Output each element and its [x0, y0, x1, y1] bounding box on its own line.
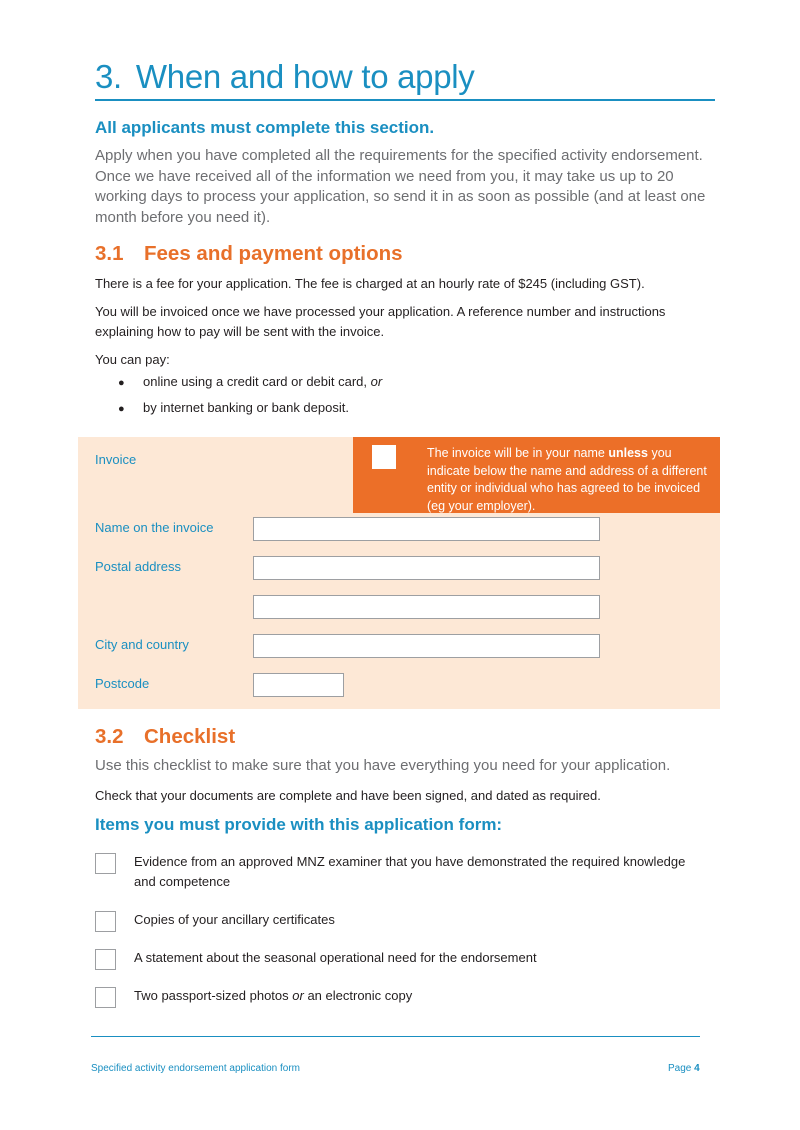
checklist-item-photos — [95, 986, 715, 1008]
page-label: Page — [668, 1063, 692, 1074]
checkbox[interactable] — [95, 853, 116, 874]
bullet-icon: ● — [118, 377, 125, 389]
bullet-1-text: online using a credit card or debit card, — [143, 374, 368, 389]
item-4-em: or — [292, 988, 304, 1003]
section-number: 3. — [95, 58, 122, 95]
checkbox[interactable] — [95, 949, 116, 970]
footer-divider — [91, 1036, 700, 1037]
checklist-heading — [95, 725, 235, 749]
items-heading: Items you must provide with this application form: — [95, 815, 503, 834]
section-title-text: When and how to apply — [135, 58, 475, 95]
invoice-note-text — [427, 445, 717, 515]
postcode-label: Postcode — [95, 676, 150, 691]
item-4-before: Two passport-sized photos — [134, 988, 289, 1003]
checklist-item-label: A statement about the seasonal operational need for the endorsement — [134, 950, 537, 965]
title-divider — [95, 99, 715, 101]
name-label: Name on the invoice — [95, 520, 214, 535]
pay-intro: You can pay: — [95, 352, 170, 367]
checklist-number: 3.2 — [95, 725, 124, 748]
intro-paragraph: Apply when you have completed all the requirements for the specified activity endorsement. Once we have received all of the information we need from you, it may take us up to 20 working days to process your application, so send it in as soon as possible (and at least one month before you need it). — [95, 147, 706, 226]
fees-heading — [95, 242, 403, 266]
postcode-input[interactable] — [253, 673, 344, 697]
fee-text: There is a fee for your application. The fee is charged at an hourly rate of $245 (including GST). — [95, 276, 645, 291]
checklist-item-label: Evidence from an approved MNZ examiner that you have demonstrated the required knowledge and competence — [134, 854, 686, 889]
note-before: The invoice will be in your name — [427, 446, 605, 460]
checklist-item-label — [134, 986, 694, 1006]
payment-options-list — [118, 374, 382, 426]
postal-label: Postal address — [95, 559, 181, 574]
applicants-note: All applicants must complete this section. — [95, 118, 435, 137]
checklist-instruction: Check that your documents are complete and have been signed, and dated as required. — [95, 788, 601, 803]
invoice-other-checkbox[interactable] — [372, 445, 396, 469]
item-4-after: an electronic copy — [307, 988, 413, 1003]
postal-address-input-1[interactable] — [253, 556, 600, 580]
checkbox[interactable] — [95, 987, 116, 1008]
bullet-1-em: or — [370, 374, 383, 389]
checklist-item-statement — [95, 948, 715, 970]
bullet-2-text: by internet banking or bank deposit. — [143, 400, 349, 415]
checklist-item-certificates — [95, 910, 715, 932]
page-number-value: 4 — [694, 1063, 700, 1074]
checklist-lead: Use this checklist to make sure that you have everything you need for your application. — [95, 757, 671, 774]
city-label: City and country — [95, 637, 189, 652]
page-number — [668, 1063, 700, 1074]
invoice-info-text: You will be invoiced once we have processed your application. A reference number and instructions explaining how to pay will be sent with the invoice. — [95, 304, 666, 339]
note-bold: unless — [608, 446, 648, 460]
note-after: you indicate below the name and address of a different entity or individual who has agreed to be invoiced (eg your employer). — [427, 446, 707, 513]
invoice-name-input[interactable] — [253, 517, 600, 541]
footer-form-name: Specified activity endorsement application form — [91, 1063, 300, 1074]
postal-address-input-2[interactable] — [253, 595, 600, 619]
checklist-item-label: Copies of your ancillary certificates — [134, 912, 335, 927]
checklist-item-evidence — [95, 852, 715, 892]
list-item — [118, 400, 382, 426]
page-title — [95, 58, 715, 96]
invoice-label: Invoice — [95, 452, 137, 467]
fees-number: 3.1 — [95, 242, 124, 265]
city-country-input[interactable] — [253, 634, 600, 658]
fees-heading-text: Fees and payment options — [144, 242, 403, 265]
checklist-heading-text: Checklist — [144, 725, 236, 748]
checkbox[interactable] — [95, 911, 116, 932]
bullet-icon: ● — [118, 403, 125, 415]
list-item — [118, 374, 382, 400]
